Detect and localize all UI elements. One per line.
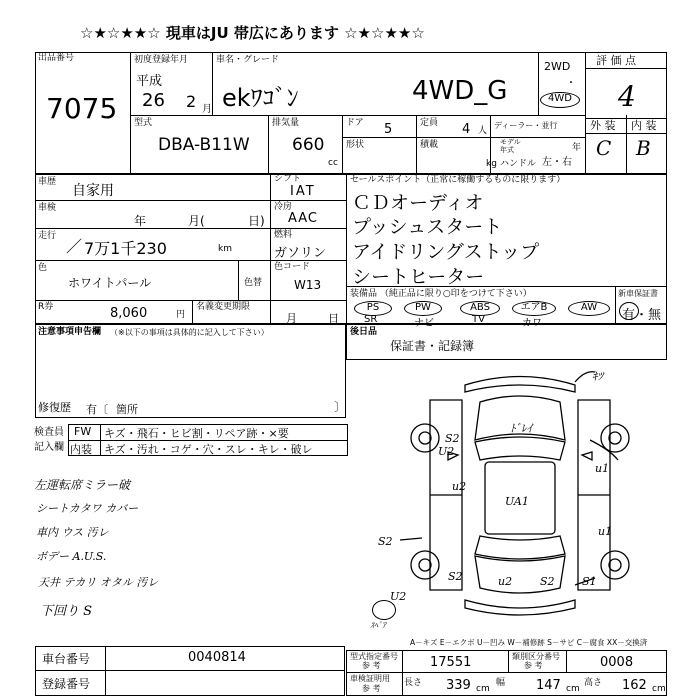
sales-points-label: セールスポイント（正常に稼働するものに限ります） [350,175,566,185]
diagram-mark-left-rear: S2 [378,535,393,548]
length-value: 339 [446,678,471,693]
inspect-month: 月( [188,214,205,228]
equip-pw-circled: PW [404,301,442,316]
equip-aw-circled: AW [568,301,610,316]
reg-month: 2 [186,92,197,111]
height-value: 162 [622,678,647,693]
diagram-mark-roof: UA1 [505,495,529,508]
inspect-label: 車検 [38,203,57,213]
height-label: 高さ [584,678,603,688]
length-label: 長さ [404,678,423,688]
inspector-row1-items: キズ・飛石・ヒビ割・リペア跡・×要 [104,427,289,440]
after-value: 保証書・記録簿 [390,339,475,353]
color-change-label: 色替 [244,278,263,288]
door-value: 5 [384,122,393,137]
handwritten-note-5: 天井 テカリ オタル 汚レ [38,576,159,589]
repair-unit: 箇所 [116,403,138,416]
damage-legend: A－キズ E－エクボ U－凹み W－補修跡 S－サビ C－腐食 XX－交換済 [410,638,648,647]
equipment-label: 装備品 （純正品に限り○印をつけて下さい） [350,289,532,299]
inspect-day: 日) [248,214,265,228]
class-number-value: 0008 [600,655,634,670]
diagram-mark-left-fender: S2 [445,432,460,445]
type-number-label: 型式指定番号 [350,652,398,661]
name-change-label: 名義変更期限 [196,302,251,312]
equip-ps-circled: PS [354,301,392,316]
diagram-mark-left-front: U2 [438,445,455,458]
dealer-label: ディーラー・並行 [494,121,558,130]
load-label: 積載 [420,140,439,150]
handle-label: ハンドル [500,159,537,169]
reg-era: 平成 [136,74,163,89]
class-number-label: 類別区分番号 [512,652,560,661]
diagram-mark-right-quarter: S1 [582,575,597,588]
after-label: 後日品 [350,327,378,337]
chassis-value: 0040814 [188,650,246,665]
repair-label: 修復歴 [38,401,71,414]
name-grade-label: 車名・グレード [216,55,280,65]
inspector-label-2: 記入欄 [34,442,64,453]
ac-value: AAC [288,211,318,226]
repair-value: 有〔 [86,403,108,416]
mileage-value: 7万1千230 [84,239,167,258]
interior-label: 内 装 [631,119,657,132]
model-year-label2: 年式 [500,146,514,154]
new-warranty-options: 有・無 [622,308,662,323]
width-value: 147 [536,678,561,693]
report-label: 注意事項申告欄 [38,327,102,337]
diagram-mark-front: ｷﾂ [592,370,603,383]
name-change-day: 日 [328,312,339,325]
cert-ref: 参 考 [362,684,381,693]
car-damage-diagram [370,360,670,630]
diagram-mark-left-quarter: S2 [448,570,463,583]
drive-4wd-circled: 4WD [540,92,580,108]
width-unit: cm [566,684,580,694]
car-grade: 4WD_G [412,76,508,106]
model-label: 型式 [134,118,153,128]
use-value: 自家用 [72,183,114,199]
diagram-mark-rear: u2 [498,575,513,588]
report-hint: （※以下の事項は具体的に記入して下さい） [110,328,269,337]
chassis-label: 車台番号 [42,652,91,666]
new-warranty-circle [619,302,639,320]
diagram-mark-left-door: u2 [452,480,467,493]
drive-2wd: 2WD [544,60,571,73]
cc-unit: cc [328,158,338,168]
fuel-value: ガソリン [274,246,327,261]
diagram-mark-extra: U2 [390,590,407,603]
recycle-label: R券 [38,302,54,312]
sales-point-3: アイドリングストップ [352,241,540,263]
exterior-label: 外 装 [590,119,616,132]
yen-unit: 円 [176,310,186,320]
equip-abs-circled: ABS [460,301,500,316]
inspector-row1-head: FW [74,425,92,438]
new-warranty-label: 新車保証書 [618,289,658,298]
sales-point-2: プッシュスタート [352,216,503,238]
spare-mark: ｽﾍﾟｱ [370,621,386,630]
interior-grade: B [636,136,651,160]
handwritten-note-4: ボデー A.U.S. [36,550,107,563]
capacity-label: 定員 [420,118,439,128]
recycle-value: 8,060 [110,306,148,321]
type-number-ref: 参 考 [362,661,381,670]
notes-box [35,324,346,418]
color-label: 色 [38,263,48,273]
car-name: ekﾜｺﾞﾝ [222,84,299,112]
diagram-mark-rear-bumper: S2 [540,575,555,588]
mileage-label: 走行 [38,231,57,241]
capacity-unit: 人 [478,126,488,136]
equip-tv: TV [472,314,485,325]
fuel-label: 燃料 [274,230,293,240]
capacity-value: 4 [462,122,471,137]
shift-value: IAT [290,184,316,199]
cc-label: 排気量 [272,118,300,128]
type-number-value: 17551 [430,655,472,670]
reg-number-label: 登録番号 [42,677,91,691]
lot-number: 7075 [46,92,118,125]
color-code-label: 色コード [274,262,311,272]
shape-label: 形状 [346,140,365,150]
name-change-month: 月 [286,312,297,325]
year-unit: 年 [572,143,582,153]
height-unit: cm [652,684,666,694]
equip-navi: ナビ [414,318,434,329]
use-label: 車歴 [38,177,57,187]
handwritten-note-3: 車内 ウス 汚レ [36,526,109,539]
sales-point-1: ＣＤオーディオ [352,192,484,214]
handwritten-note-6: 下回り S [40,604,93,619]
inspector-label-1: 検査員 [34,427,64,438]
inspector-row2-head: 内装 [70,443,92,456]
reg-month-unit: 月 [202,104,212,115]
reg-date-label: 初度登録年月 [134,55,189,65]
km-unit: km [218,244,232,254]
score-label: 評 価 点 [596,54,636,67]
equip-leather: カワ [522,318,542,329]
shift-label: シフト [274,174,302,184]
spare-icon [372,600,396,620]
score-value: 4 [618,80,636,113]
sales-point-4: シートヒーター [352,266,485,288]
model-year-label1: モデル [500,138,521,146]
lot-label: 出品番号 [38,53,75,63]
cert-label: 車検証明用 [350,674,390,683]
handwritten-note-1: 左運転席ミラー破 [34,478,131,492]
cc-value: 660 [292,135,325,155]
diagram-mark-hood: ﾄﾞﾚｲ [510,422,532,435]
handle-options: 左・右 [542,157,572,168]
diagram-mark-right-rear: u1 [598,525,613,538]
ac-label: 冷房 [274,202,293,212]
exterior-grade: C [596,136,612,160]
header-banner: ☆★☆★★☆ 現車はJU 帯広にあります ☆★☆★★☆ [80,24,425,42]
inspect-year: 年 [134,214,147,228]
equip-airbag-circled: エアB [512,301,556,316]
color-value: ホワイトパール [68,276,152,290]
inspector-row2-items: キズ・汚れ・コゲ・穴・スレ・キレ・破レ [104,443,313,456]
width-label: 幅 [496,678,506,688]
kg-unit: kg [486,159,497,169]
door-label: ドア [346,118,364,128]
length-unit: cm [476,684,490,694]
model-value: DBA-B11W [158,135,250,155]
handwritten-note-2: シートカタワ カバー [36,502,139,515]
reg-year: 26 [142,90,165,111]
diagram-mark-right-front: u1 [595,462,610,475]
equip-sr: SR [364,314,378,325]
color-code-value: W13 [294,278,322,292]
class-number-ref: 参 考 [524,661,543,670]
